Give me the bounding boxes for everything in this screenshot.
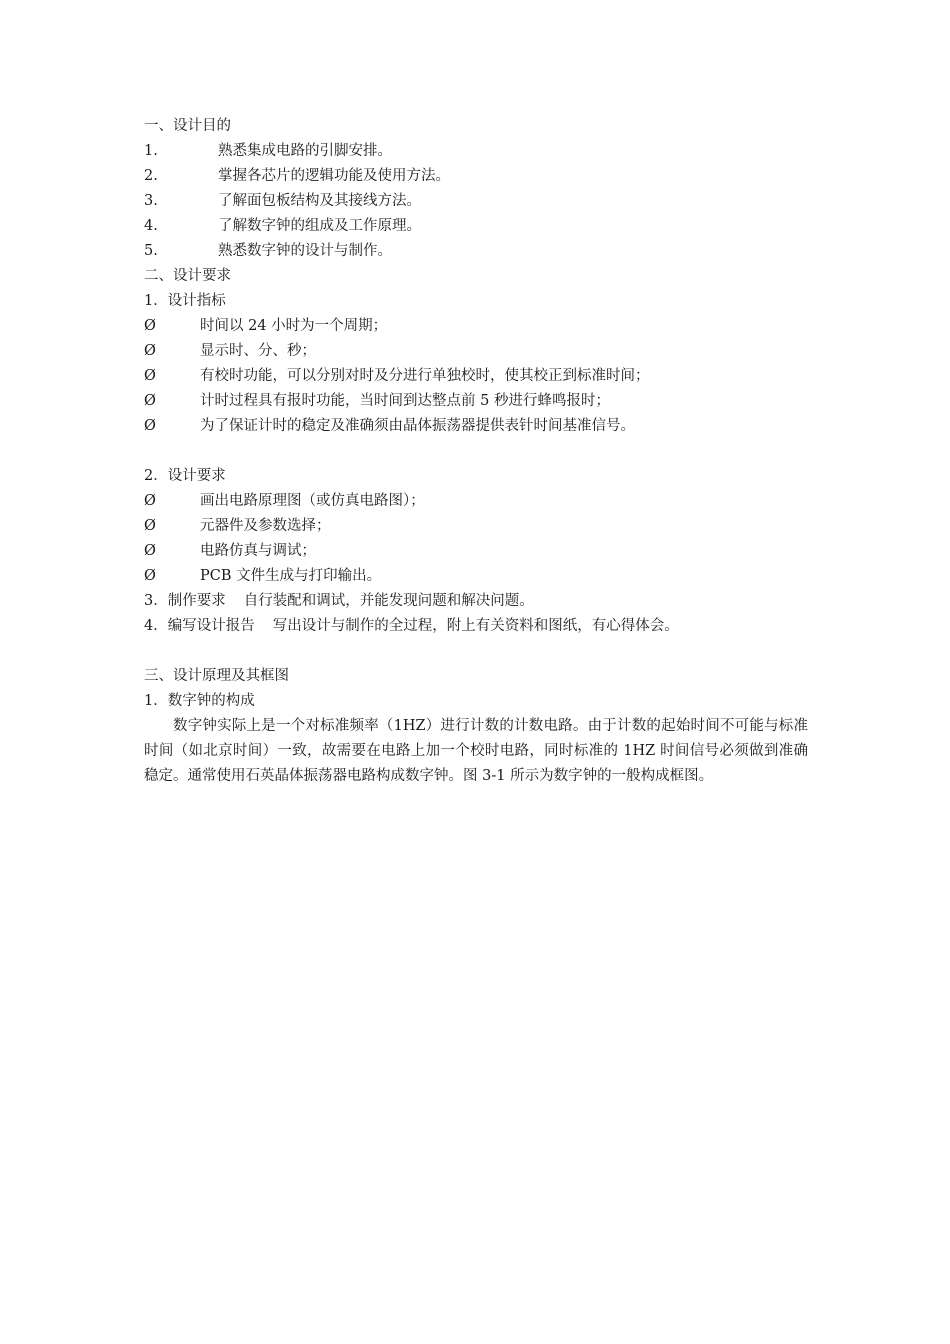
bullet-item bbox=[144, 564, 808, 589]
bullet-item bbox=[144, 414, 808, 439]
subsection-title-design-specs: 1．设计指标 bbox=[144, 293, 226, 309]
list-text: 熟悉数字钟的设计与制作。 bbox=[218, 243, 392, 259]
subsection-production-requirements bbox=[144, 589, 808, 614]
body-paragraph: 数字钟实际上是一个对标准频率（1HZ）进行计数的计数电路。由于计数的起始时间不可能与标准时间（如北京时间）一致，故需要在电路上加一个校时电路，同时标准的 1HZ 时间信号必须做到准确稳定。通常使用石英晶体振荡器电路构成数字钟。图 3-1 所示为数字钟的一般构成框图。 bbox=[144, 718, 808, 784]
bullet-item bbox=[144, 389, 808, 414]
bullet-item bbox=[144, 489, 808, 514]
list-text: 了解面包板结构及其接线方法。 bbox=[218, 193, 421, 209]
list-text: 熟悉集成电路的引脚安排。 bbox=[218, 143, 392, 159]
bullet-icon: Ø bbox=[144, 368, 156, 384]
bullet-item bbox=[144, 314, 808, 339]
section-heading-design-requirements: 二、设计要求 bbox=[144, 268, 231, 284]
list-item bbox=[144, 139, 808, 164]
bullet-text: 为了保证计时的稳定及准确须由晶体振荡器提供表针时间基准信号。 bbox=[200, 418, 635, 434]
subsection-title: 4．编写设计报告 bbox=[144, 618, 255, 634]
bullet-icon: Ø bbox=[144, 318, 156, 334]
subsection-write-report bbox=[144, 614, 808, 639]
list-number: 5. bbox=[144, 243, 158, 259]
bullet-text: 元器件及参数选择； bbox=[200, 518, 331, 534]
section-heading-design-principle: 三、设计原理及其框图 bbox=[144, 668, 289, 684]
bullet-text: 画出电路原理图（或仿真电路图）； bbox=[200, 493, 425, 509]
list-item bbox=[144, 164, 808, 189]
bullet-icon: Ø bbox=[144, 568, 156, 584]
bullet-icon: Ø bbox=[144, 493, 156, 509]
list-text: 掌握各芯片的逻辑功能及使用方法。 bbox=[218, 168, 450, 184]
list-item bbox=[144, 189, 808, 214]
bullet-icon: Ø bbox=[144, 518, 156, 534]
blank-line bbox=[144, 639, 808, 664]
subsection-title: 3．制作要求 bbox=[144, 593, 226, 609]
bullet-text: 有校时功能，可以分别对时及分进行单独校时，使其校正到标准时间； bbox=[200, 368, 650, 384]
subsection-title-clock-composition: 1．数字钟的构成 bbox=[144, 693, 255, 709]
bullet-text: 计时过程具有报时功能，当时间到达整点前 5 秒进行蜂鸣报时； bbox=[200, 393, 610, 409]
subsection-text: 自行装配和调试，并能发现问题和解决问题。 bbox=[243, 593, 534, 609]
subsection-title-design-requirements: 2．设计要求 bbox=[144, 468, 226, 484]
document-page bbox=[144, 114, 808, 789]
bullet-text: 时间以 24 小时为一个周期； bbox=[200, 318, 388, 334]
subsection-text: 写出设计与制作的全过程，附上有关资料和图纸，有心得体会。 bbox=[272, 618, 679, 634]
list-number: 3. bbox=[144, 193, 158, 209]
bullet-icon: Ø bbox=[144, 343, 156, 359]
list-item bbox=[144, 214, 808, 239]
bullet-text: 显示时、分、秒； bbox=[200, 343, 316, 359]
bullet-icon: Ø bbox=[144, 418, 156, 434]
bullet-item bbox=[144, 539, 808, 564]
blank-line bbox=[144, 439, 808, 464]
section-heading-design-purpose: 一、设计目的 bbox=[144, 118, 231, 134]
bullet-text: 电路仿真与调试； bbox=[200, 543, 316, 559]
bullet-item bbox=[144, 339, 808, 364]
bullet-text: PCB 文件生成与打印输出。 bbox=[200, 568, 382, 584]
bullet-item bbox=[144, 514, 808, 539]
bullet-icon: Ø bbox=[144, 543, 156, 559]
bullet-item bbox=[144, 364, 808, 389]
list-text: 了解数字钟的组成及工作原理。 bbox=[218, 218, 421, 234]
list-number: 1. bbox=[144, 143, 158, 159]
bullet-icon: Ø bbox=[144, 393, 156, 409]
list-number: 4. bbox=[144, 218, 158, 234]
list-number: 2. bbox=[144, 168, 158, 184]
list-item bbox=[144, 239, 808, 264]
